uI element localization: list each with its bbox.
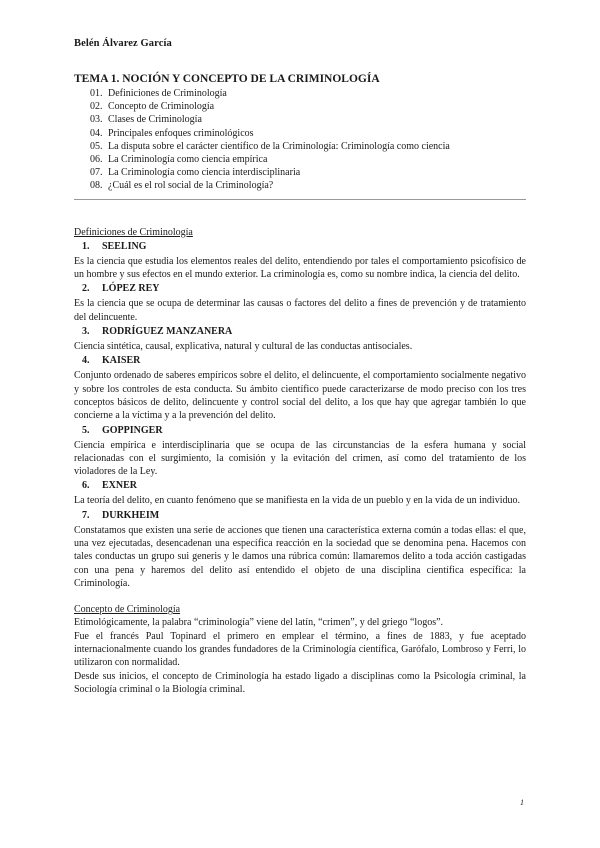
definition-author-heading <box>74 479 526 493</box>
page-number: 1 <box>520 798 524 807</box>
toc-number: 01. <box>90 88 103 99</box>
definition-text: Constatamos que existen una serie de acciones que tienen una característica externa común a todas ellas: el que, una vez ejecutadas, desencadenan una específica reacción en la sociedad que se denomina pena. Hacemos con tales conductas un grupo sui generis y le damos una rúbrica común: llamaremos delito a toda acción castigadas con una pena y haremos del delito así entendido el objeto de una disciplina científica específica: la Criminología. <box>74 524 526 589</box>
toc-number: 08. <box>90 180 103 192</box>
toc-label: Principales enfoques criminológicos <box>108 127 254 139</box>
toc-number: 06. <box>90 154 103 166</box>
definition-number: 3. <box>82 326 90 338</box>
toc-number: 07. <box>90 167 103 179</box>
toc-label: La Criminología como ciencia interdisciplinaria <box>108 167 301 179</box>
toc-number: 04. <box>90 127 103 139</box>
definition-author: SEELING <box>102 240 147 252</box>
definition-text: Es la ciencia que estudia los elementos reales del delito, entendiendo por tales el comportamiento psicofísico de un hombre y sus efectos en el mundo exterior. La criminología es, como su nombre indica, la ciencia del delito. <box>74 255 526 281</box>
definition-text: La teoría del delito, en cuanto fenómeno que se manifiesta en la vida de un pueblo y en la vida de un individuo. <box>74 495 520 507</box>
definition-item <box>74 240 526 282</box>
definition-item <box>74 479 526 507</box>
concept-paragraph: Fue el francés Paul Topinard el primero en emplear el término, a fines de 1883, y fue aceptado internacionalmente cuando los grandes fundadores de la Criminología científica, Garófalo, Lombroso y Ferri, lo utilizaron con normalidad. <box>74 630 526 669</box>
toc-number: 05. <box>90 140 103 152</box>
toc-label: ¿Cuál es el rol social de la Criminología? <box>108 180 274 192</box>
section-gap <box>74 590 526 603</box>
concept-heading: Concepto de Criminología <box>74 604 181 616</box>
concept-paragraph: Desde sus inicios, el concepto de Criminología ha estado ligado a disciplinas como la Psicología criminal, la Sociología criminal o la Biología criminal. <box>74 670 526 695</box>
toc-item <box>74 140 526 153</box>
definition-item <box>74 509 526 590</box>
definition-number: 7. <box>82 509 90 521</box>
definition-number: 6. <box>82 480 90 492</box>
definition-number: 5. <box>82 424 90 436</box>
definition-author: GOPPINGER <box>102 424 163 436</box>
toc-item <box>74 127 526 140</box>
definition-author-heading <box>74 240 526 254</box>
definition-text: Ciencia empírica e interdisciplinaria que se ocupa de las circunstancias de la esfera humana y social relacionadas con el surgimiento, la comisión y la evitación del crimen, así como del tratamiento de los violadores de la Ley. <box>74 439 526 478</box>
definition-author-heading <box>74 509 526 523</box>
section-divider <box>74 199 526 200</box>
toc-label: Concepto de Criminología <box>108 101 215 113</box>
table-of-contents <box>74 87 526 193</box>
definition-item <box>74 354 526 422</box>
definition-text: Ciencia sintética, causal, explicativa, natural y cultural de las conductas antisociales. <box>74 341 413 353</box>
toc-item <box>74 113 526 126</box>
toc-label: Definiciones de Criminología <box>108 88 227 99</box>
toc-label: La disputa sobre el carácter científico de la Criminología: Criminología como ciencia <box>108 140 450 152</box>
toc-item <box>74 179 526 192</box>
definition-author: LÓPEZ REY <box>102 283 160 295</box>
definition-author-heading <box>74 424 526 438</box>
definition-author-heading <box>74 325 526 339</box>
definition-author: DURKHEIM <box>102 509 160 521</box>
definition-item <box>74 424 526 479</box>
toc-number: 03. <box>90 114 103 126</box>
definition-author: EXNER <box>102 480 138 492</box>
toc-item <box>74 87 526 100</box>
toc-number: 02. <box>90 101 103 113</box>
definitions-heading: Definiciones de Criminología <box>74 226 193 238</box>
toc-item <box>74 166 526 179</box>
definition-author-heading <box>74 282 526 296</box>
toc-item <box>74 153 526 166</box>
definition-item <box>74 325 526 353</box>
definition-author: KAISER <box>102 355 141 367</box>
definition-text: Es la ciencia que se ocupa de determinar las causas o factores del delito a fines de prevención y de tratamiento del delincuente. <box>74 298 526 323</box>
header-author: Belén Álvarez García <box>74 38 172 49</box>
definition-text: Conjunto ordenado de saberes empíricos sobre el delito, el delincuente, el comportamiento socialmente negativo y sobre los controles de esta conducta. Su ámbito científico puede caracterizarse de modo preciso con los tres conceptos básicos de delito, delincuente y control social del delito, a los que hay que agregar también lo que concierne a la víctima y a la prevención del delito. <box>74 370 526 422</box>
definition-item <box>74 282 526 324</box>
toc-label: La Criminología como ciencia empírica <box>108 154 268 166</box>
page-content <box>74 72 526 696</box>
toc-label: Clases de Criminología <box>108 114 202 126</box>
concept-paragraph: Etimológicamente, la palabra “criminología” viene del latín, “crimen”, y del griego “logos”. <box>74 617 444 629</box>
toc-item <box>74 100 526 113</box>
definition-number: 1. <box>82 240 90 252</box>
definition-author: RODRÍGUEZ MANZANERA <box>102 326 233 338</box>
document-title: TEMA 1. NOCIÓN Y CONCEPTO DE LA CRIMINOLOGÍA <box>74 73 380 85</box>
definition-author-heading <box>74 354 526 368</box>
definition-number: 4. <box>82 355 90 367</box>
definition-number: 2. <box>82 283 90 295</box>
